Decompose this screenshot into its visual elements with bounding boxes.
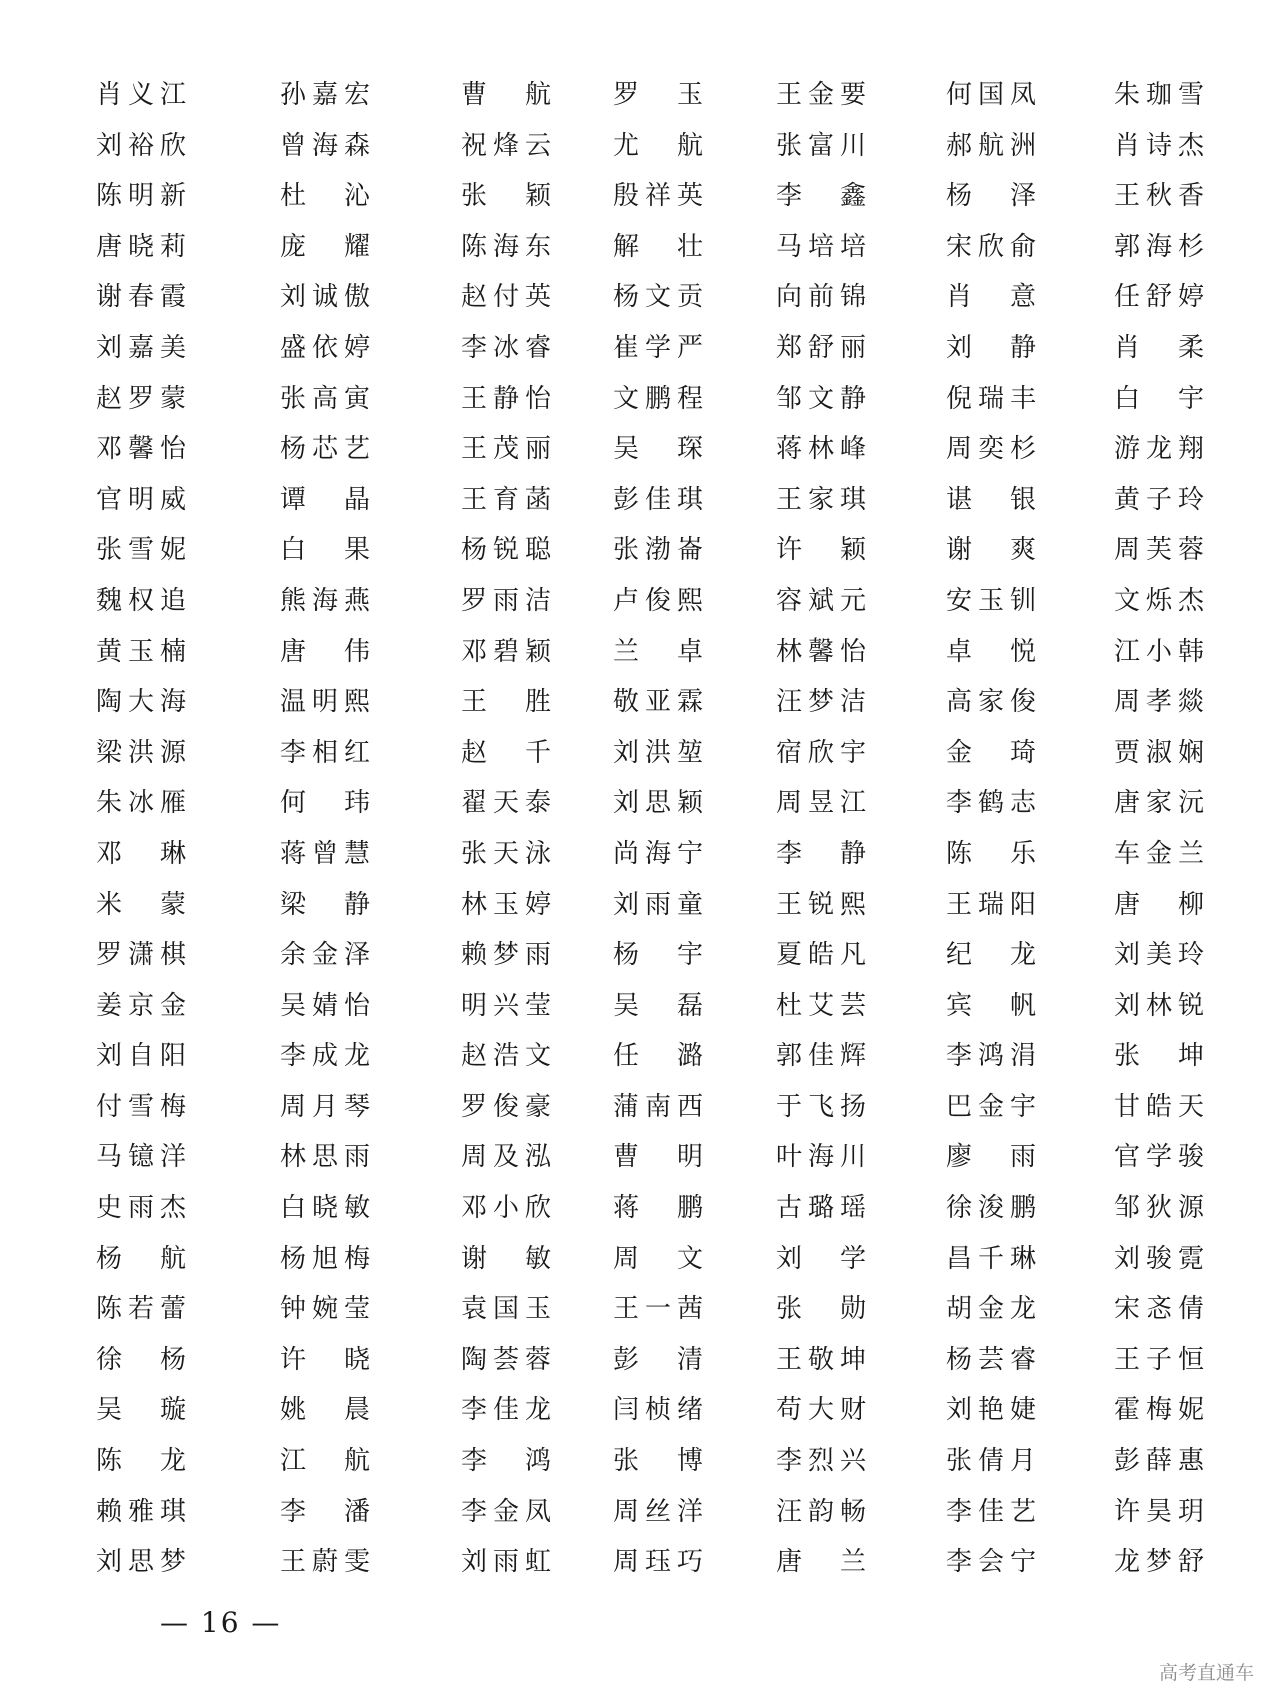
name-entry: 谢 敏 (461, 1243, 551, 1274)
name-entry: 赵 付 英 (461, 282, 551, 313)
name-row (96, 374, 1216, 425)
name-entry: 祝 烽 云 (461, 130, 551, 161)
name-entry: 杨 芯 艺 (280, 434, 370, 465)
name-entry: 闫 桢 绪 (613, 1395, 703, 1426)
name-entry: 徐 浚 鹏 (946, 1193, 1036, 1224)
name-entry: 梁 洪 源 (96, 737, 186, 768)
name-entry: 肖 诗 杰 (1114, 130, 1204, 161)
name-entry: 吴 琛 (613, 434, 703, 465)
name-entry: 文 鹏 程 (613, 383, 703, 414)
name-entry: 杨 锐 聪 (461, 535, 551, 566)
name-entry: 刘 雨 虹 (461, 1547, 551, 1578)
name-entry: 米 蒙 (96, 889, 186, 920)
name-entry: 贾 淑 娴 (1114, 737, 1204, 768)
name-entry: 孙 嘉 宏 (280, 80, 370, 110)
name-entry: 白 果 (280, 535, 370, 566)
name-entry: 廖 雨 (946, 1142, 1036, 1173)
name-entry: 蒋 林 峰 (776, 434, 866, 465)
name-entry: 官 学 骏 (1114, 1142, 1204, 1173)
name-entry: 张 倩 月 (946, 1446, 1036, 1477)
name-entry: 殷 祥 英 (613, 181, 703, 212)
name-entry: 王 育 菡 (461, 484, 551, 515)
name-entry: 李 会 宁 (946, 1547, 1036, 1578)
name-entry: 彭 佳 琪 (613, 484, 703, 515)
name-row (96, 1183, 1216, 1234)
name-entry: 王 静 怡 (461, 383, 551, 414)
name-entry: 夏 皓 凡 (776, 940, 866, 971)
name-entry: 龙 梦 舒 (1114, 1547, 1204, 1578)
name-entry: 王 锐 熙 (776, 889, 866, 920)
name-row (96, 272, 1216, 323)
name-entry: 刘 静 (946, 332, 1036, 363)
name-entry: 安 玉 钏 (946, 585, 1036, 616)
name-entry: 刘 自 阳 (96, 1041, 186, 1072)
name-entry: 谌 银 (946, 484, 1036, 515)
name-entry: 刘 洪 堃 (613, 737, 703, 768)
name-entry: 何 国 凤 (946, 80, 1036, 110)
name-row (96, 1487, 1216, 1538)
name-entry: 周 及 泓 (461, 1142, 551, 1173)
name-entry: 李 潘 (280, 1496, 370, 1527)
name-list-grid (96, 70, 1216, 1588)
name-entry: 邓 小 欣 (461, 1193, 551, 1224)
name-row (96, 475, 1216, 526)
name-row (96, 70, 1216, 121)
name-entry: 彭 薛 惠 (1114, 1446, 1204, 1477)
name-entry: 李 佳 龙 (461, 1395, 551, 1426)
name-entry: 史 雨 杰 (96, 1193, 186, 1224)
name-entry: 李 佳 艺 (946, 1496, 1036, 1527)
name-entry: 张 富 川 (776, 130, 866, 161)
name-entry: 郭 佳 辉 (776, 1041, 866, 1072)
name-entry: 白 宇 (1114, 383, 1204, 414)
name-entry: 赵 罗 蒙 (96, 383, 186, 414)
name-entry: 王 子 恒 (1114, 1344, 1204, 1375)
name-entry: 赵 千 (461, 737, 551, 768)
name-entry: 赖 雅 琪 (96, 1496, 186, 1527)
name-entry: 林 馨 怡 (776, 636, 866, 667)
name-entry: 游 龙 翔 (1114, 434, 1204, 465)
name-entry: 杜 沁 (280, 181, 370, 212)
name-entry: 庞 耀 (280, 231, 370, 262)
name-entry: 温 明 熙 (280, 687, 370, 718)
name-entry: 曹 航 (461, 80, 551, 110)
name-entry: 许 颖 (776, 535, 866, 566)
name-entry: 甘 皓 天 (1114, 1091, 1204, 1122)
name-entry: 郑 舒 丽 (776, 332, 866, 363)
name-entry: 黄 玉 楠 (96, 636, 186, 667)
name-entry: 陈 海 东 (461, 231, 551, 262)
name-entry: 巴 金 宇 (946, 1091, 1036, 1122)
watermark-text: 高考直通车 (1158, 1663, 1254, 1684)
name-entry: 谢 春 霞 (96, 282, 186, 313)
name-entry: 熊 海 燕 (280, 585, 370, 616)
name-entry: 于 飞 扬 (776, 1091, 866, 1122)
name-entry: 张 高 寅 (280, 383, 370, 414)
name-entry: 江 航 (280, 1446, 370, 1477)
name-entry: 徐 杨 (96, 1344, 186, 1375)
name-row (96, 627, 1216, 678)
name-entry: 刘 诚 傲 (280, 282, 370, 313)
name-entry: 容 斌 元 (776, 585, 866, 616)
name-entry: 刘 雨 童 (613, 889, 703, 920)
name-row (96, 576, 1216, 627)
name-entry: 李 冰 睿 (461, 332, 551, 363)
name-entry: 倪 瑞 丰 (946, 383, 1036, 414)
name-entry: 周 珏 巧 (613, 1547, 703, 1578)
name-entry: 任 舒 婷 (1114, 282, 1204, 313)
name-entry: 张 雪 妮 (96, 535, 186, 566)
name-entry: 彭 清 (613, 1344, 703, 1375)
name-entry: 赖 梦 雨 (461, 940, 551, 971)
name-entry: 唐 家 沅 (1114, 788, 1204, 819)
name-row (96, 323, 1216, 374)
name-entry: 肖 意 (946, 282, 1036, 313)
name-entry: 周 文 (613, 1243, 703, 1274)
name-row (96, 1132, 1216, 1183)
name-entry: 车 金 兰 (1114, 838, 1204, 869)
name-entry: 曾 海 森 (280, 130, 370, 161)
name-entry: 王 一 茜 (613, 1294, 703, 1325)
name-entry: 李 静 (776, 838, 866, 869)
name-entry: 刘 思 梦 (96, 1547, 186, 1578)
name-entry: 周 月 琴 (280, 1091, 370, 1122)
name-entry: 陈 乐 (946, 838, 1036, 869)
name-entry: 杜 艾 芸 (776, 990, 866, 1021)
name-entry: 江 小 韩 (1114, 636, 1204, 667)
name-entry: 李 烈 兴 (776, 1446, 866, 1477)
name-entry: 王 敬 坤 (776, 1344, 866, 1375)
name-entry: 唐 兰 (776, 1547, 866, 1578)
name-entry: 梁 静 (280, 889, 370, 920)
name-entry: 李 鑫 (776, 181, 866, 212)
name-entry: 唐 柳 (1114, 889, 1204, 920)
name-entry: 张 博 (613, 1446, 703, 1477)
name-entry: 昌 千 琳 (946, 1243, 1036, 1274)
name-row (96, 1031, 1216, 1082)
name-entry: 霍 梅 妮 (1114, 1395, 1204, 1426)
name-entry: 刘 学 (776, 1243, 866, 1274)
name-entry: 罗 玉 (613, 80, 703, 110)
name-entry: 黄 子 玲 (1114, 484, 1204, 515)
name-entry: 金 琦 (946, 737, 1036, 768)
name-entry: 官 明 威 (96, 484, 186, 515)
name-entry: 古 璐 瑶 (776, 1193, 866, 1224)
name-entry: 卓 悦 (946, 636, 1036, 667)
name-row (96, 1385, 1216, 1436)
name-entry: 郭 海 杉 (1114, 231, 1204, 262)
name-entry: 周 昱 江 (776, 788, 866, 819)
name-entry: 吴 磊 (613, 990, 703, 1021)
name-entry: 周 孝 燚 (1114, 687, 1204, 718)
name-entry: 周 丝 洋 (613, 1496, 703, 1527)
name-row (96, 829, 1216, 880)
name-entry: 李 成 龙 (280, 1041, 370, 1072)
name-row (96, 1335, 1216, 1386)
name-entry: 苟 大 财 (776, 1395, 866, 1426)
name-row (96, 1082, 1216, 1133)
name-entry: 刘 思 颖 (613, 788, 703, 819)
name-row (96, 222, 1216, 273)
name-entry: 赵 浩 文 (461, 1041, 551, 1072)
name-entry: 翟 天 泰 (461, 788, 551, 819)
name-entry: 任 潞 (613, 1041, 703, 1072)
name-entry: 汪 梦 洁 (776, 687, 866, 718)
name-entry: 文 烁 杰 (1114, 585, 1204, 616)
name-entry: 王 胜 (461, 687, 551, 718)
name-entry: 罗 雨 洁 (461, 585, 551, 616)
name-row (96, 778, 1216, 829)
name-entry: 杨 泽 (946, 181, 1036, 212)
name-entry: 邹 文 静 (776, 383, 866, 414)
name-entry: 余 金 泽 (280, 940, 370, 971)
name-entry: 向 前 锦 (776, 282, 866, 313)
name-entry: 杨 芸 睿 (946, 1344, 1036, 1375)
name-entry: 王 茂 丽 (461, 434, 551, 465)
name-entry: 陶 荟 蓉 (461, 1344, 551, 1375)
name-entry: 陈 若 蕾 (96, 1294, 186, 1325)
name-entry: 朱 珈 雪 (1114, 80, 1204, 110)
name-entry: 袁 国 玉 (461, 1294, 551, 1325)
name-entry: 郝 航 洲 (946, 130, 1036, 161)
name-entry: 许 昊 玥 (1114, 1496, 1204, 1527)
name-entry: 邓 琳 (96, 838, 186, 869)
name-entry: 盛 依 婷 (280, 332, 370, 363)
name-entry: 张 渤 崙 (613, 535, 703, 566)
name-entry: 谭 晶 (280, 484, 370, 515)
name-entry: 王 金 要 (776, 80, 866, 110)
name-entry: 邓 碧 颖 (461, 636, 551, 667)
page-number: — 16 — (160, 1606, 282, 1639)
name-entry: 敬 亚 霖 (613, 687, 703, 718)
name-entry: 刘 骏 霓 (1114, 1243, 1204, 1274)
name-entry: 张 勋 (776, 1294, 866, 1325)
name-entry: 刘 艳 婕 (946, 1395, 1036, 1426)
name-row (96, 1537, 1216, 1588)
name-entry: 胡 金 龙 (946, 1294, 1036, 1325)
name-entry: 曹 明 (613, 1142, 703, 1173)
name-entry: 林 思 雨 (280, 1142, 370, 1173)
name-row (96, 981, 1216, 1032)
name-row (96, 171, 1216, 222)
name-entry: 钟 婉 莹 (280, 1294, 370, 1325)
name-entry: 刘 裕 欣 (96, 130, 186, 161)
name-entry: 姚 晨 (280, 1395, 370, 1426)
name-row (96, 1436, 1216, 1487)
name-entry: 刘 林 锐 (1114, 990, 1204, 1021)
name-entry: 李 鸿 涓 (946, 1041, 1036, 1072)
name-entry: 刘 美 玲 (1114, 940, 1204, 971)
name-entry: 宋 忞 倩 (1114, 1294, 1204, 1325)
name-entry: 邓 馨 怡 (96, 434, 186, 465)
name-entry: 杨 文 贡 (613, 282, 703, 313)
name-entry: 蒋 鹏 (613, 1193, 703, 1224)
name-entry: 刘 嘉 美 (96, 332, 186, 363)
name-entry: 高 家 俊 (946, 687, 1036, 718)
name-entry: 尤 航 (613, 130, 703, 161)
name-row (96, 677, 1216, 728)
name-entry: 罗 潇 棋 (96, 940, 186, 971)
name-entry: 李 鸿 (461, 1446, 551, 1477)
name-entry: 许 晓 (280, 1344, 370, 1375)
name-entry: 肖 义 江 (96, 80, 186, 110)
name-entry: 陶 大 海 (96, 687, 186, 718)
name-row (96, 525, 1216, 576)
name-entry: 王 家 琪 (776, 484, 866, 515)
name-entry: 唐 晓 莉 (96, 231, 186, 262)
name-entry: 肖 柔 (1114, 332, 1204, 363)
name-entry: 宾 帆 (946, 990, 1036, 1021)
name-entry: 马 培 培 (776, 231, 866, 262)
name-row (96, 1234, 1216, 1285)
name-entry: 张 坤 (1114, 1041, 1204, 1072)
name-entry: 付 雪 梅 (96, 1091, 186, 1122)
name-entry: 明 兴 莹 (461, 990, 551, 1021)
name-entry: 杨 航 (96, 1243, 186, 1274)
name-entry: 蒲 南 西 (613, 1091, 703, 1122)
name-entry: 李 相 红 (280, 737, 370, 768)
name-entry: 邹 狄 源 (1114, 1193, 1204, 1224)
name-entry: 王 秋 香 (1114, 181, 1204, 212)
name-entry: 谢 爽 (946, 535, 1036, 566)
name-entry: 魏 权 追 (96, 585, 186, 616)
name-row (96, 728, 1216, 779)
name-entry: 兰 卓 (613, 636, 703, 667)
name-row (96, 424, 1216, 475)
name-entry: 唐 伟 (280, 636, 370, 667)
name-entry: 汪 韵 畅 (776, 1496, 866, 1527)
name-entry: 卢 俊 熙 (613, 585, 703, 616)
name-entry: 罗 俊 豪 (461, 1091, 551, 1122)
name-entry: 宋 欣 俞 (946, 231, 1036, 262)
name-entry: 张 颖 (461, 181, 551, 212)
name-entry: 叶 海 川 (776, 1142, 866, 1173)
name-entry: 崔 学 严 (613, 332, 703, 363)
name-entry: 马 镱 洋 (96, 1142, 186, 1173)
name-entry: 王 瑞 阳 (946, 889, 1036, 920)
name-entry: 尚 海 宁 (613, 838, 703, 869)
name-entry: 张 天 泳 (461, 838, 551, 869)
name-row (96, 121, 1216, 172)
name-entry: 白 晓 敏 (280, 1193, 370, 1224)
name-entry: 林 玉 婷 (461, 889, 551, 920)
name-entry: 何 玮 (280, 788, 370, 819)
name-row (96, 880, 1216, 931)
name-entry: 蒋 曾 慧 (280, 838, 370, 869)
name-entry: 周 芙 蓉 (1114, 535, 1204, 566)
name-entry: 宿 欣 宇 (776, 737, 866, 768)
name-entry: 陈 明 新 (96, 181, 186, 212)
name-entry: 姜 京 金 (96, 990, 186, 1021)
name-entry: 解 壮 (613, 231, 703, 262)
name-entry: 吴 婧 怡 (280, 990, 370, 1021)
name-entry: 李 金 凤 (461, 1496, 551, 1527)
name-entry: 朱 冰 雁 (96, 788, 186, 819)
name-entry: 王 蔚 雯 (280, 1547, 370, 1578)
name-entry: 李 鹤 志 (946, 788, 1036, 819)
name-entry: 纪 龙 (946, 940, 1036, 971)
name-entry: 吴 璇 (96, 1395, 186, 1426)
name-entry: 杨 旭 梅 (280, 1243, 370, 1274)
name-entry: 陈 龙 (96, 1446, 186, 1477)
name-entry: 杨 宇 (613, 940, 703, 971)
name-entry: 周 奕 杉 (946, 434, 1036, 465)
name-row (96, 1284, 1216, 1335)
name-row (96, 930, 1216, 981)
